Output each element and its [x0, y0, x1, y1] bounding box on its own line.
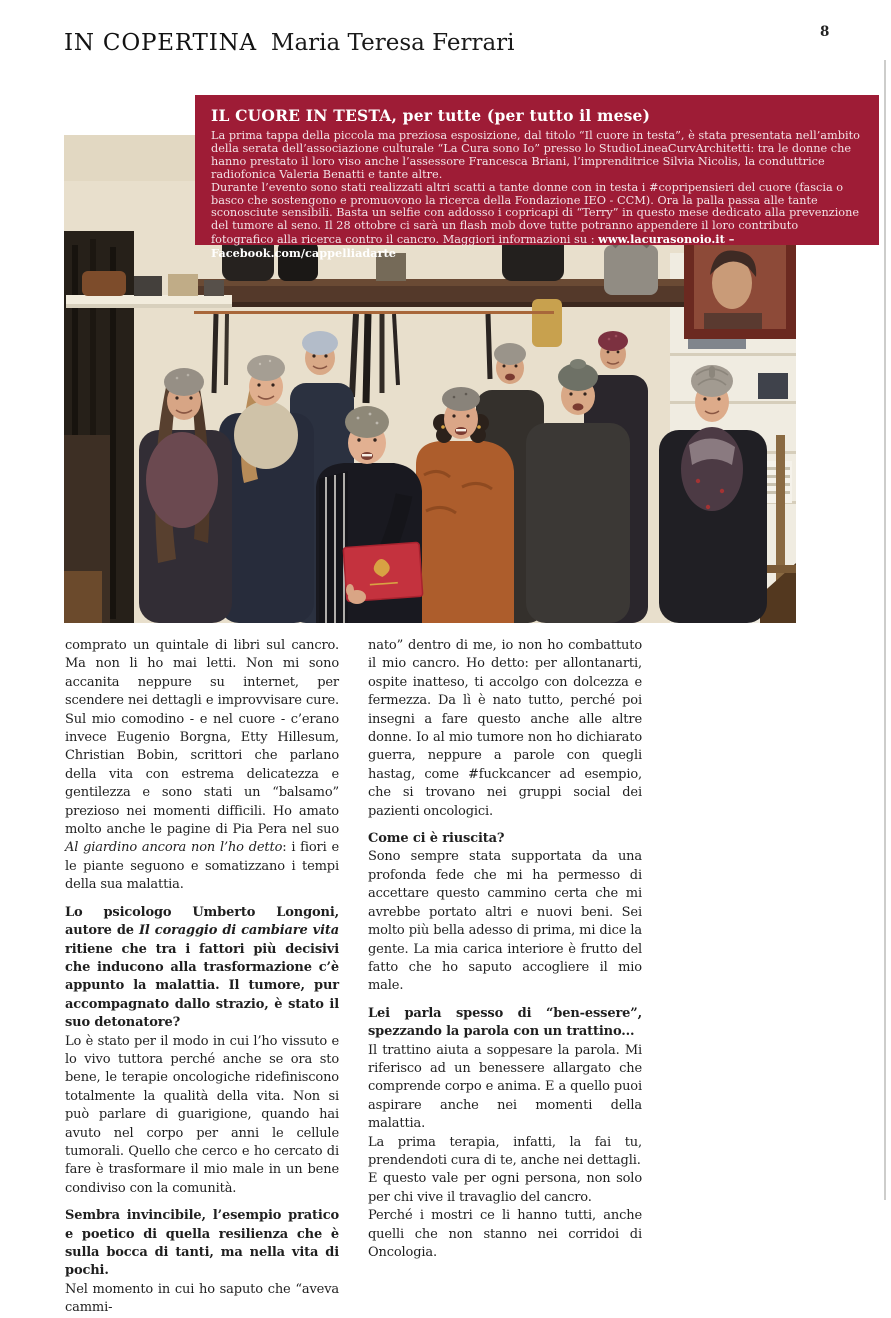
paragraph: Lo psicologo Umberto Longoni, autore de Il coraggio di cambiare vita ritiene che tra i fattori più decisivi che inducono alla trasformazione c’è appunto la malattia. Il tumore, pur accompagnato dallo strazio, è stato il suo detonatore? — [65, 904, 339, 1031]
paragraph: Nel momento in cui ho saputo che “aveva cammi- — [65, 1281, 339, 1316]
page-number: 8 — [820, 24, 830, 40]
paragraph: E questo vale per ogni persona, non solo per chi vive il travaglio del cancro. — [368, 1171, 642, 1205]
page-title: Maria Teresa Ferrari — [270, 30, 515, 56]
page-header — [64, 30, 515, 56]
paragraph: Perché i mostri ce li hanno tutti, anche quelli che non stanno nei corridoi di Oncologia. — [368, 1208, 642, 1260]
scan-edge-line — [884, 60, 886, 1200]
paragraph: Durante l’evento sono stati realizzati altri scatti a tante donne con in testa i #copripensieri del cuore (fascia o basco che sostengono e promuovono la ricerca della Fondazione IEO - CCM). Ora la palla passa alle tante sconosciute sensibili. Basta un selfie con addosso i copricapi di “Terry” in questo mese dedicato alla prevenzione del tumore al seno. Il 28 ottobre ci sarà un flash mob dove tutte potranno appendere il loro contributo fotografico alla ricerca contro il cancro. Maggiori informazioni su : www.lacurasonoio.it – Facebook.com/cappelliadarte — [211, 180, 860, 261]
article-column-left — [65, 637, 339, 1318]
paragraph: comprato un quintale di libri sul cancro. Ma non li ho mai letti. Non mi sono accanita neppure su internet, per scendere nei dettagli e improvvisare cure. Sul mio comodino - e nel cuore - c’erano invece Eugenio Borgna, Etty Hillesum, Christian Bobin, scrittori che parlano della vita con estrema delicatezza e gentilezza e sono stati un “balsamo” prezioso nei momenti difficili. Ho amato molto anche le pagine di Pia Pera nel suo Al giardino ancora non l’ho detto: i fiori e le piante seguono e somatizzano i tempi della sua malattia. — [65, 638, 339, 893]
paragraph: Sembra invincibile, l’esempio pratico e poetico di quella resilienza che è sulla bocca di tanti, ma nella vita di pochi. — [65, 1208, 339, 1279]
paragraph: La prima tappa della piccola ma preziosa esposizione, dal titolo “Il cuore in testa”, è stata presentata nell’ambito della serata dell’associazione culturale “La Cura sono Io” presso lo StudioLineaCurvArchitetti: tra le donne che hanno prestato il loro viso anche l’assessore Francesca Briani, l’imprenditrice Silvia Nicolis, la conduttrice radiofonica Valeria Benatti e tante altre. — [211, 129, 860, 181]
paragraph: Come ci è riuscita? — [368, 831, 505, 847]
article-column-right — [368, 637, 642, 1262]
infobox-body — [211, 130, 863, 261]
paragraph: Lei parla spesso di “ben-essere”, spezzando la parola con un trattino... — [368, 1005, 642, 1040]
earring — [441, 425, 445, 429]
paragraph: Lo è stato per il modo in cui l’ho vissuto e lo vivo tuttora perché anche se ora sto bene, le terapie oncologiche ridefiniscono totalmente la qualità della vita. Non si può parlare di guarigione, quando hai avuto nel corpo per anni le cellule tumorali. Quello che cerco e ho cercato di fare è trasformare il mio male in un bene condiviso con la comunità. — [65, 1033, 339, 1196]
paragraph: nato” dentro di me, io non ho combattuto il mio cancro. Ho detto: per allontanarti, ospite inatteso, ti accolgo con dolcezza e fermezza. Da lì è nato tutto, perché poi insegni a fare questo anche alle altre donne. Io al mio tumore non ho dichiarato guerra, neppure a parole con quegli hastag, come #fuckcancer ad esempio, che si trovano nei gruppi social dei pazienti oncologici. — [368, 638, 642, 819]
tan-bag — [532, 299, 562, 347]
paragraph: Il trattino aiuta a soppesare la parola. Mi riferisco ad un benessere allargato che comprende corpo e anima. E a quello puoi aspirare anche nei momenti della malattia. — [368, 1042, 642, 1132]
infobox-title: IL CUORE IN TESTA, per tutte (per tutto il mese) — [211, 106, 651, 125]
section-kicker: IN COPERTINA — [64, 30, 257, 56]
paragraph: La prima terapia, infatti, la fai tu, prendendoti cura di te, anche nei dettagli. — [368, 1134, 642, 1168]
paragraph: Sono sempre stata supportata da una profonda fede che mi ha permesso di accettare questo cammino certa che mi avrebbe portato altri e nuovi beni. Sei molto più bella adesso di prima, mi dice la gente. La mia carica interiore è frutto del fatto che ho saputo accogliere il mio male. — [368, 849, 642, 994]
wooden-stool — [64, 571, 102, 623]
earring — [477, 425, 481, 429]
infobox — [195, 95, 879, 261]
